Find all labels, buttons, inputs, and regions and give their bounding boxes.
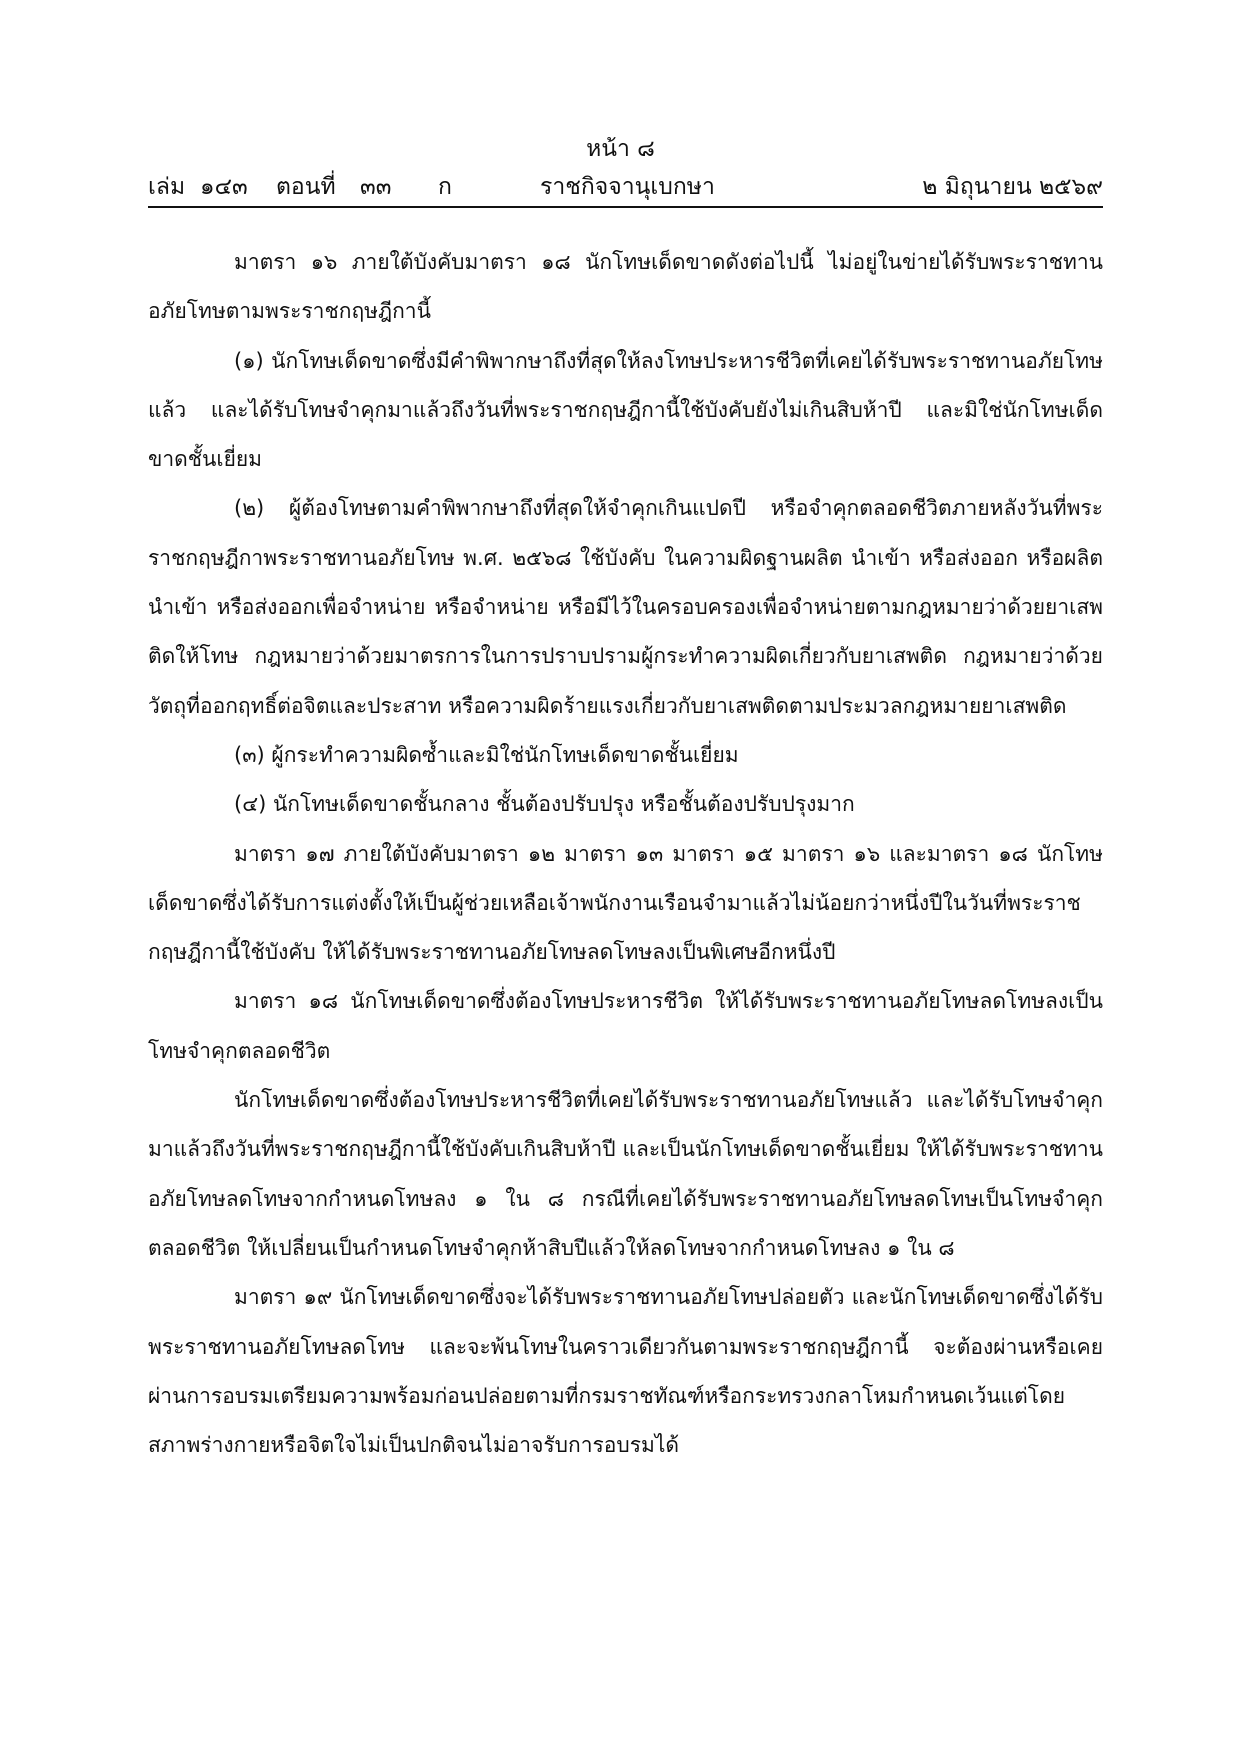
section-letter: ก (438, 174, 452, 200)
issue-label: ตอนที่ (276, 174, 336, 200)
publication-date: ๒ มิถุนายน ๒๕๖๙ (922, 174, 1103, 200)
volume-number: ๑๔๓ (200, 174, 248, 200)
section-16-item-3: (๓) ผู้กระทำความผิดซ้ำและมิใช่นักโทษเด็ดขาดชั้นเยี่ยม (234, 742, 739, 767)
section-16-item-4: (๔) นักโทษเด็ดขาดชั้นกลาง ชั้นต้องปรับปรุง หรือชั้นต้องปรับปรุงมาก (234, 792, 855, 817)
section-18-paragraph: มาตรา ๑๘ นักโทษเด็ดขาดซึ่งต้องโทษประหารชีวิต ให้ได้รับพระราชทานอภัยโทษลดโทษลงเป็นโทษจำคุกตลอดชีวิต (148, 989, 1103, 1063)
volume-label: เล่ม (148, 174, 186, 200)
section-16-paragraph: มาตรา ๑๖ ภายใต้บังคับมาตรา ๑๘ นักโทษเด็ดขาดดังต่อไปนี้ ไม่อยู่ในข่ายได้รับพระราชทานอภัยโทษตามพระราชกฤษฎีกานี้ (148, 250, 1103, 324)
page-number: หน้า ๘ (586, 136, 655, 162)
section-17-paragraph: มาตรา ๑๗ ภายใต้บังคับมาตรา ๑๒ มาตรา ๑๓ มาตรา ๑๕ มาตรา ๑๖ และมาตรา ๑๘ นักโทษเด็ดขาดซึ่งได้รับการแต่งตั้งให้เป็นผู้ช่วยเหลือเจ้าพนักงานเรือนจำมาแล้วไม่น้อยกว่าหนึ่งปีในวันที่พระราชกฤษฎีกานี้ใช้บังคับ ให้ได้รับพระราชทานอภัยโทษลดโทษลงเป็นพิเศษอีกหนึ่งปี (148, 841, 1103, 965)
issue-number: ๓๓ (360, 174, 392, 200)
section-19-paragraph: มาตรา ๑๙ นักโทษเด็ดขาดซึ่งจะได้รับพระราชทานอภัยโทษปล่อยตัว และนักโทษเด็ดขาดซึ่งได้รับพระราชทานอภัยโทษลดโทษ และจะพ้นโทษในคราวเดียวกันตามพระราชกฤษฎีกานี้ จะต้องผ่านหรือเคยผ่านการอบรมเตรียมความพร้อมก่อนปล่อยตามที่กรมราชทัณฑ์หรือกระทรวงกลาโหมกำหนดเว้นแต่โดยสภาพร่างกายหรือจิตใจไม่เป็นปกติจนไม่อาจรับการอบรมได้ (148, 1285, 1103, 1458)
header-divider (148, 206, 1103, 208)
gazette-header (148, 170, 1103, 206)
gazette-name: ราชกิจจานุเบกษา (540, 174, 715, 200)
section-18-continuation: นักโทษเด็ดขาดซึ่งต้องโทษประหารชีวิตที่เคยได้รับพระราชทานอภัยโทษแล้ว และได้รับโทษจำคุกมาแล้วถึงวันที่พระราชกฤษฎีกานี้ใช้บังคับเกินสิบห้าปี และเป็นนักโทษเด็ดขาดชั้นเยี่ยม ให้ได้รับพระราชทานอภัยโทษลดโทษจากกำหนดโทษลง ๑ ใน ๘ กรณีที่เคยได้รับพระราชทานอภัยโทษลดโทษเป็นโทษจำคุกตลอดชีวิต ให้เปลี่ยนเป็นกำหนดโทษจำคุกห้าสิบปีแล้วให้ลดโทษจากกำหนดโทษลง ๑ ใน ๘ (148, 1088, 1103, 1260)
document-body (148, 238, 1103, 1470)
section-16-item-2: (๒) ผู้ต้องโทษตามคำพิพากษาถึงที่สุดให้จำคุกเกินแปดปี หรือจำคุกตลอดชีวิตภายหลังวันที่พระราชกฤษฎีกาพระราชทานอภัยโทษ พ.ศ. ๒๕๖๘ ใช้บังคับ ในความผิดฐานผลิต นำเข้า หรือส่งออก หรือผลิต นำเข้า หรือส่งออกเพื่อจำหน่าย หรือจำหน่าย หรือมีไว้ในครอบครองเพื่อจำหน่ายตามกฎหมายว่าด้วยยาเสพติดให้โทษ กฎหมายว่าด้วยมาตรการในการปราบปรามผู้กระทำความผิดเกี่ยวกับยาเสพติด กฎหมายว่าด้วยวัตถุที่ออกฤทธิ์ต่อจิตและประสาท หรือความผิดร้ายแรงเกี่ยวกับยาเสพติดตามประมวลกฎหมายยาเสพติด (148, 496, 1103, 718)
section-16-item-1: (๑) นักโทษเด็ดขาดซึ่งมีคำพิพากษาถึงที่สุดให้ลงโทษประหารชีวิตที่เคยได้รับพระราชทานอภัยโทษแล้ว และได้รับโทษจำคุกมาแล้วถึงวันที่พระราชกฤษฎีกานี้ใช้บังคับยังไม่เกินสิบห้าปี และมิใช่นักโทษเด็ดขาดชั้นเยี่ยม (148, 348, 1103, 472)
